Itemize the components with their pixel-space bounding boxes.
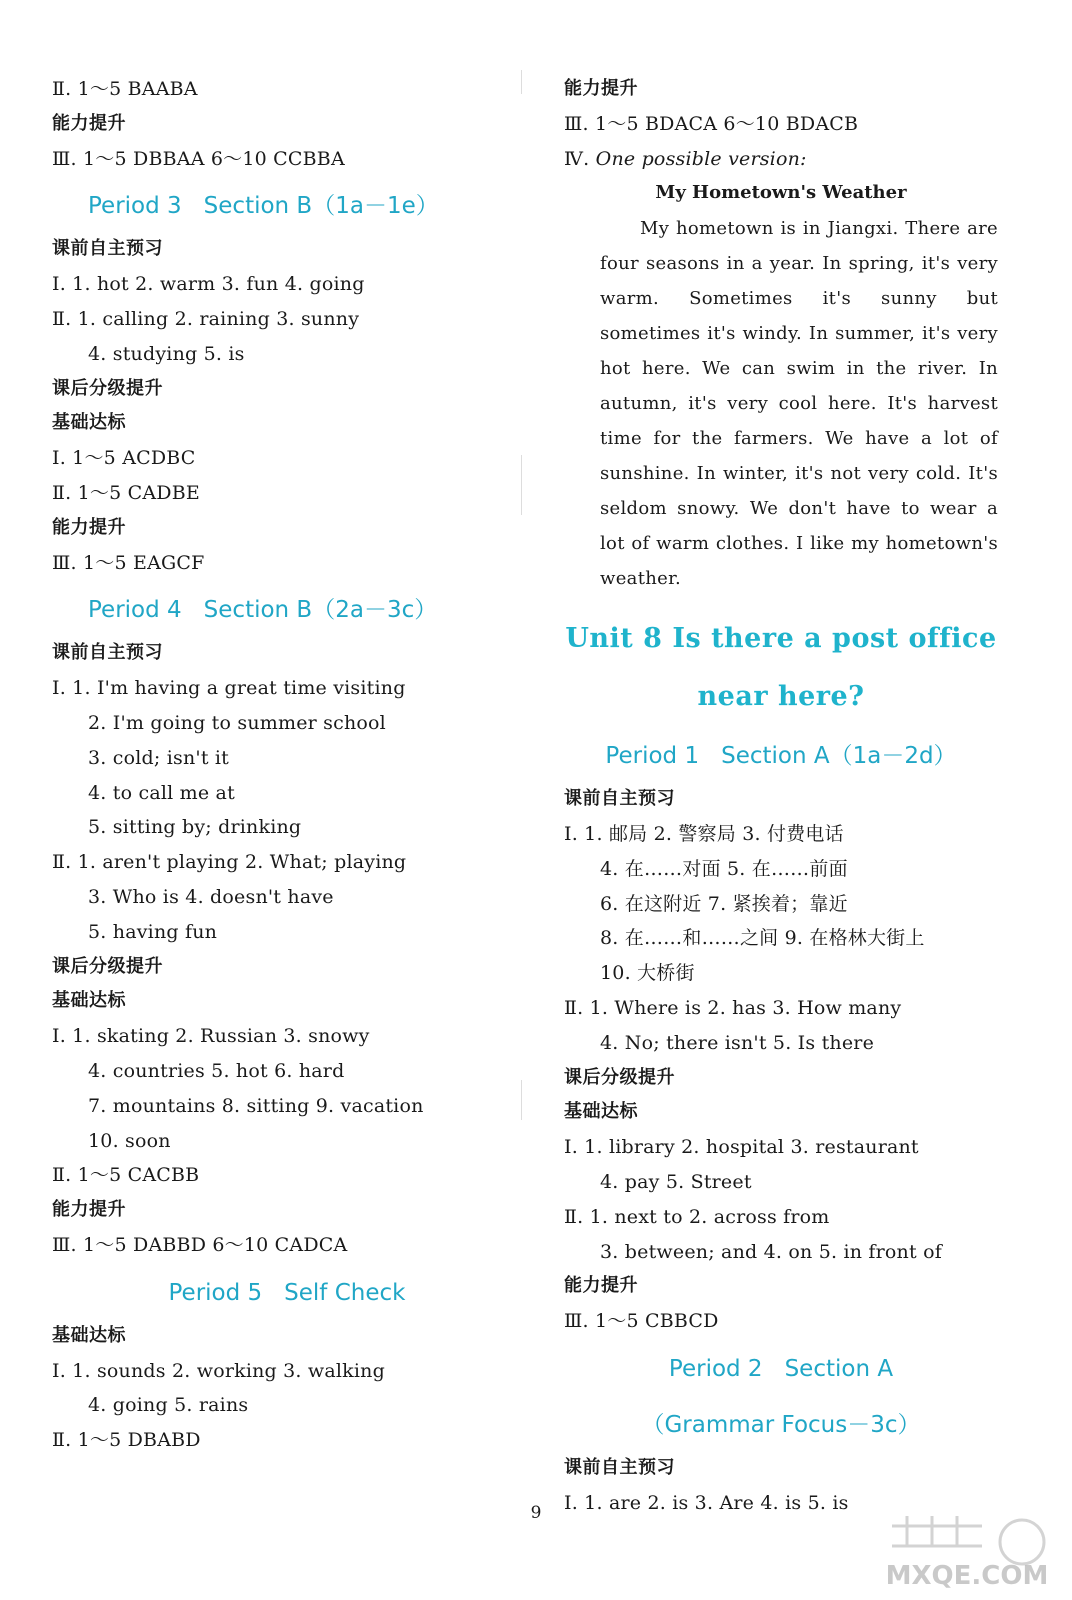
- unit-title-line-2: near here?: [697, 681, 865, 713]
- column-divider-mark: [521, 455, 522, 515]
- subsection-heading: 课后分级提升: [564, 1066, 675, 1088]
- answer-line: 4. going 5. rains: [88, 1394, 249, 1417]
- answer-line: Ⅰ. 1. sounds 2. working 3. walking: [52, 1359, 385, 1382]
- subsection-heading: 课后分级提升: [52, 377, 163, 399]
- version-note: One possible version:: [595, 147, 807, 170]
- answer-line: Ⅰ. 1. skating 2. Russian 3. snowy: [52, 1025, 370, 1048]
- right-bottom-block: [564, 726, 998, 1520]
- subsection-heading: 课前自主预习: [564, 1456, 675, 1478]
- answer-line: 10. soon: [88, 1129, 171, 1152]
- subsection-heading: 能力提升: [564, 78, 638, 99]
- period-heading: [564, 726, 998, 782]
- essay-title: My Hometown's Weather: [655, 182, 907, 204]
- section-label: Section A: [784, 1355, 894, 1382]
- answer-line: Ⅰ. 1. library 2. hospital 3. restaurant: [564, 1136, 919, 1159]
- answer-line: Ⅲ. 1～5 BDACA 6～10 BDACB: [564, 112, 859, 135]
- answer-line: 10. 大桥街: [600, 962, 695, 985]
- column-divider-mark: [521, 1080, 522, 1120]
- answer-line: 4. studying 5. is: [88, 342, 245, 365]
- section-label: Section A（1a－2d）: [721, 743, 957, 770]
- answer-line: Ⅰ. 1～5 ACDBC: [52, 447, 196, 470]
- answer-line: 3. cold; isn't it: [88, 746, 230, 769]
- unit-title-line-1: Unit 8 Is there a post office: [565, 623, 997, 655]
- subsection-heading: 能力提升: [52, 516, 126, 538]
- subsection-heading: 基础达标: [52, 1324, 126, 1346]
- page-number: 9: [530, 1503, 542, 1523]
- answer-line: Ⅲ. 1～5 CBBCD: [564, 1310, 719, 1333]
- answer-line: 2. I'm going to summer school: [88, 711, 386, 734]
- section-label: Section B（1a－1e）: [203, 193, 439, 220]
- period-heading: [564, 1339, 998, 1395]
- answer-line: Ⅱ. 1. calling 2. raining 3. sunny: [52, 307, 360, 330]
- answer-line: Ⅲ. 1～5 EAGCF: [52, 551, 205, 574]
- answer-line: 3. Who is 4. doesn't have: [88, 885, 334, 908]
- answer-line: 4. to call me at: [88, 781, 235, 804]
- answer-line: 5. having fun: [88, 920, 218, 943]
- answer-line: Ⅰ. 1. I'm having a great time visiting: [52, 677, 406, 700]
- subsection-heading: 课前自主预习: [52, 642, 163, 664]
- answer-line: 4. pay 5. Street: [600, 1170, 752, 1193]
- subsection-heading: 能力提升: [52, 1199, 126, 1221]
- period-heading: [52, 580, 522, 636]
- period-heading: [52, 176, 522, 232]
- answer-line: 4. countries 5. hot 6. hard: [88, 1059, 345, 1082]
- right-top-block: [564, 72, 998, 211]
- answer-line: Ⅱ. 1. Where is 2. has 3. How many: [564, 996, 902, 1019]
- answer-line: 4. No; there isn't 5. Is there: [600, 1031, 875, 1054]
- section-subheading: （Grammar Focus－3c）: [641, 1411, 921, 1438]
- answer-line: Ⅱ. 1～5 DBABD: [52, 1429, 201, 1452]
- subsection-heading: 能力提升: [564, 1275, 638, 1297]
- answer-line: Ⅱ. 1～5 CACBB: [52, 1164, 200, 1187]
- answer-line: 6. 在这附近 7. 紧挨着；靠近: [600, 892, 848, 915]
- column-divider-mark: [521, 70, 522, 94]
- answer-line: Ⅱ. 1. aren't playing 2. What; playing: [52, 851, 407, 874]
- right-column: [564, 72, 998, 1521]
- answer-line: Ⅱ. 1～5 CADBE: [52, 481, 200, 504]
- left-column: [52, 72, 522, 1458]
- answer-line: 8. 在……和……之间 9. 在格林大街上: [600, 927, 925, 950]
- answer-line: Ⅲ. 1～5 DABBD 6～10 CADCA: [52, 1233, 348, 1256]
- subsection-heading: 基础达标: [564, 1101, 638, 1123]
- period-label: Period 5: [168, 1279, 263, 1306]
- answer-line: Ⅱ. 1. next to 2. across from: [564, 1205, 830, 1228]
- period-label: Period 3: [88, 193, 182, 220]
- answer-line: 5. sitting by; drinking: [88, 816, 302, 839]
- period-label: Period 4: [88, 597, 182, 624]
- answer-line: 4. 在……对面 5. 在……前面: [600, 857, 848, 880]
- subsection-heading: 基础达标: [52, 412, 126, 434]
- subsection-heading: 基础达标: [52, 990, 126, 1012]
- answer-line: 7. mountains 8. sitting 9. vacation: [88, 1094, 424, 1117]
- section-label: Self Check: [284, 1279, 406, 1306]
- subsection-heading: 能力提升: [52, 112, 126, 134]
- watermark-text: MXQE.COM: [885, 1561, 1049, 1591]
- watermark-logo: [872, 1512, 1062, 1592]
- answer-line: Ⅱ. 1～5 BAABA: [52, 78, 198, 100]
- answer-line: Ⅰ. 1. hot 2. warm 3. fun 4. going: [52, 273, 365, 296]
- subsection-heading: 课前自主预习: [52, 238, 163, 260]
- subsection-heading: 课前自主预习: [564, 788, 675, 810]
- period-label: Period 1: [605, 743, 700, 770]
- answer-line: Ⅰ. 1. are 2. is 3. Are 4. is 5. is: [564, 1491, 849, 1514]
- answer-line: [564, 142, 998, 177]
- answer-line: Ⅰ. 1. 邮局 2. 警察局 3. 付费电话: [564, 822, 844, 845]
- period-label: Period 2: [668, 1355, 763, 1382]
- period-heading: [52, 1263, 522, 1319]
- answer-line: Ⅲ. 1～5 DBBAA 6～10 CCBBA: [52, 147, 345, 170]
- essay-paragraph: My hometown is in Jiangxi. There are four seasons in a year. In spring, it's very warm. Sometimes it's sunny but sometimes it's windy. In summer, it's very hot here. We can swim in the river. In autumn, it's very cool here. It's harvest time for the farmers. We have a lot of sunshine. In winter, it's not very cold. It's seldom snowy. We don't have to wear a lot of warm clothes. I like my hometown's weather.: [600, 218, 998, 590]
- answer-line: 3. between; and 4. on 5. in front of: [600, 1240, 942, 1263]
- item-number: Ⅳ.: [564, 147, 596, 170]
- subsection-heading: 课后分级提升: [52, 955, 163, 977]
- section-label: Section B（2a－3c）: [203, 597, 438, 624]
